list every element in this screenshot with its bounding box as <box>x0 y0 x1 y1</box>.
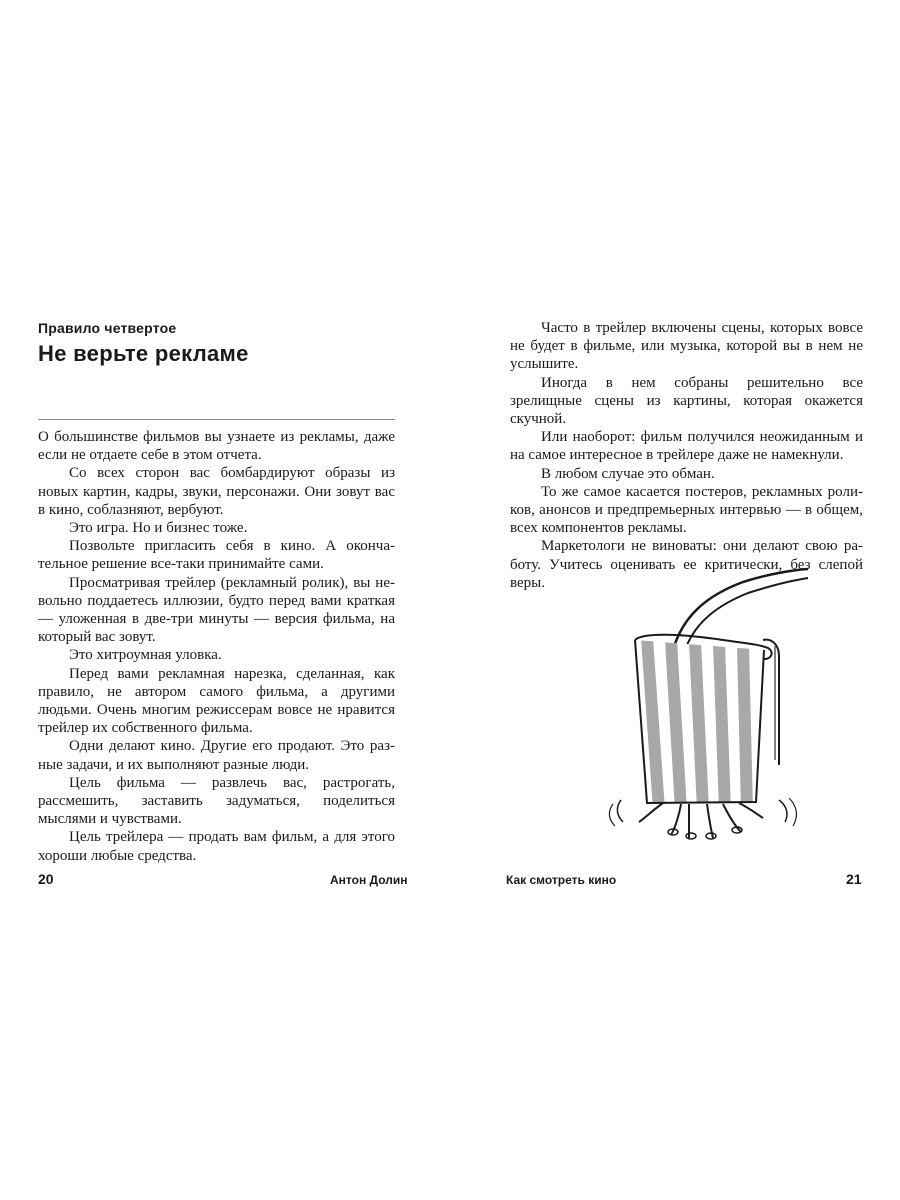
right-body-text <box>510 319 863 592</box>
paragraph: Это хитроумная уловка. <box>69 647 222 664</box>
paragraph: Одни делают кино. Другие его продают. Это разные задачи, и их выполняют разные люди. <box>38 738 395 773</box>
hand-under-striped-cup-illustration <box>603 560 823 850</box>
paragraph: В любом случае это обман. <box>541 465 715 482</box>
chapter-title: Не верьте рекламе <box>38 341 249 366</box>
paragraph: Цель фильма — развлечь вас, растрогать, рассмешить, заставить задуматься, поделиться мыслями и чувствами. <box>38 774 395 828</box>
paragraph: Со всех сторон вас бомбардируют образы из новых картин, кадры, звуки, персонажи. Они зовут вас в кино, соблазняют, вербуют. <box>38 465 395 518</box>
page-number-left: 20 <box>38 871 54 887</box>
paragraph: Маркетологи не виноваты: они делают свою работу. Учитесь оценивать ее критически, без слепой веры. <box>510 538 863 591</box>
paragraph: Позвольте пригласить себя в кино. А окончательное решение все-таки принимайте сами. <box>38 538 395 573</box>
title-divider <box>38 419 395 420</box>
paragraph: Цель трейлера — продать вам фильм, а для этого хороши любые средства. <box>38 829 395 864</box>
paragraph: Часто в трейлер включены сцены, которых вовсе не будет в фильме, или музыка, которой вы в нем не услышите. <box>510 320 863 373</box>
paragraph: Или наоборот: фильм получился неожиданным и на самое интересное в трейлере даже не намекнули. <box>510 429 863 464</box>
page-number-right: 21 <box>846 871 862 887</box>
section-label: Правило четвертое <box>38 320 177 336</box>
left-body-text <box>38 428 395 865</box>
running-footer-author: Антон Долин <box>330 873 408 887</box>
right-page <box>450 0 900 1200</box>
paragraph: То же самое касается постеров, рекламных роликов, анонсов и предпремьерных интервью — в общем, всех компонентов рекламы. <box>510 483 863 537</box>
running-footer-book-title: Как смотреть кино <box>506 873 617 887</box>
paragraph: О большинстве фильмов вы узнаете из рекламы, даже если не отдаете себе в этом отчета. <box>38 429 395 464</box>
paragraph: Перед вами рекламная нарезка, сделанная, как правило, не автором самого фильма, а другими людьми. Очень многим режиссерам вовсе не нравится трейлер их собственного фильма. <box>38 665 395 737</box>
paragraph: Иногда в нем собраны решительно все зрелищные сцены из картины, которая окажется скучной. <box>510 374 863 428</box>
paragraph: Это игра. Но и бизнес тоже. <box>69 520 248 537</box>
paragraph: Просматривая трейлер (рекламный ролик), вы невольно поддаетесь иллюзии, будто перед вами краткая — уложенная в две-три минуты — версия фильма, на который вас зовут. <box>38 574 395 646</box>
